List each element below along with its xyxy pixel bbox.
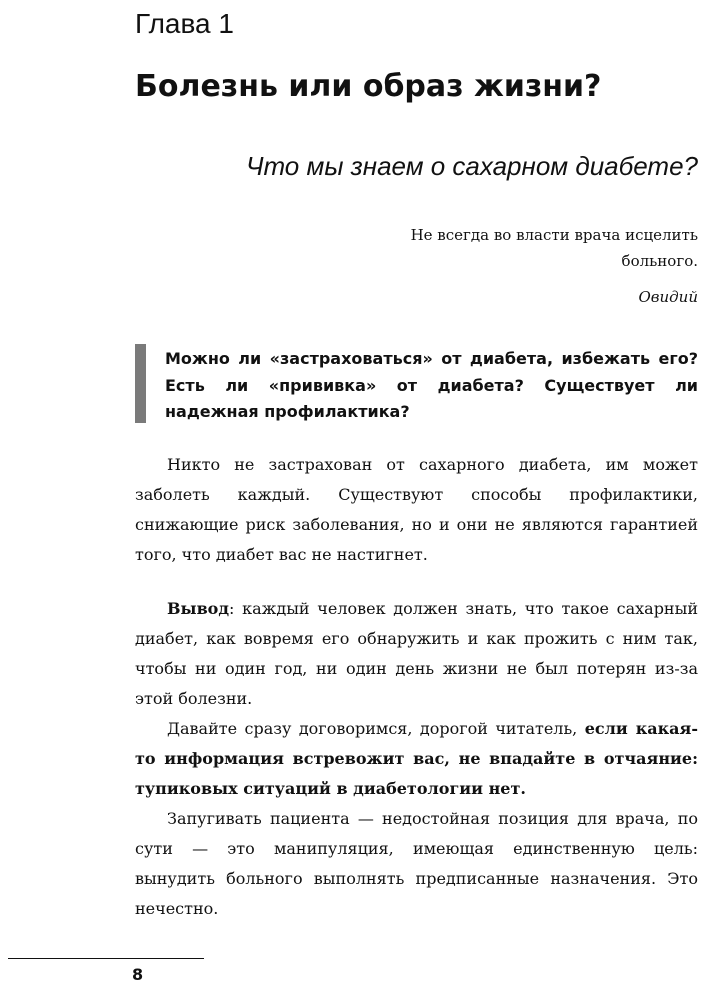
paragraph-4: Запугивать пациента — недостойная позиция для врача, по сути — это манипуляция, имеющая единственную цель: вынудить больного выполнять предписанные назначения. Это нечестно.	[135, 809, 698, 918]
callout-bar	[135, 344, 146, 423]
epigraph-author: Овидий	[638, 288, 698, 306]
footer-rule	[8, 958, 204, 959]
epigraph-text: Не всегда во власти врача исцелить больного.	[410, 226, 698, 270]
paragraph-3	[135, 714, 698, 804]
chapter-label: Глава 1	[135, 8, 234, 39]
chapter-title: Болезнь или образ жизни?	[135, 69, 602, 104]
paragraph-2	[135, 594, 698, 714]
callout-question: Можно ли «застраховаться» от диабета, избежать его? Есть ли «прививка» от диабета? Существует ли надежная профилактика?	[165, 349, 698, 421]
chapter-subtitle: Что мы знаем о сахарном диабете?	[245, 151, 698, 181]
epigraph	[338, 222, 698, 310]
body-text	[135, 450, 698, 924]
page-number: 8	[132, 965, 144, 984]
paragraph-3-bold: если какая-то информация встревожит вас, не впадайте в отчаяние: тупиковых ситуаций в диабетологии нет.	[135, 719, 698, 798]
conclusion-lead: Вывод	[167, 599, 230, 618]
conclusion-rest: : каждый человек должен знать, что такое сахарный диабет, как вовремя его обнаружить и как прожить с ним так, чтобы ни один год, ни один день жизни не был потерян из-за этой болезни.	[135, 599, 698, 708]
paragraph-gap	[135, 570, 698, 594]
paragraph-3-start: Давайте сразу договоримся, дорогой читатель,	[167, 719, 585, 738]
paragraph-1: Никто не застрахован от сахарного диабета, им может заболеть каждый. Существуют способы профилактики, снижающие риск заболевания, но и они не являются гарантией того, что диабет вас не настигнет.	[135, 455, 698, 564]
